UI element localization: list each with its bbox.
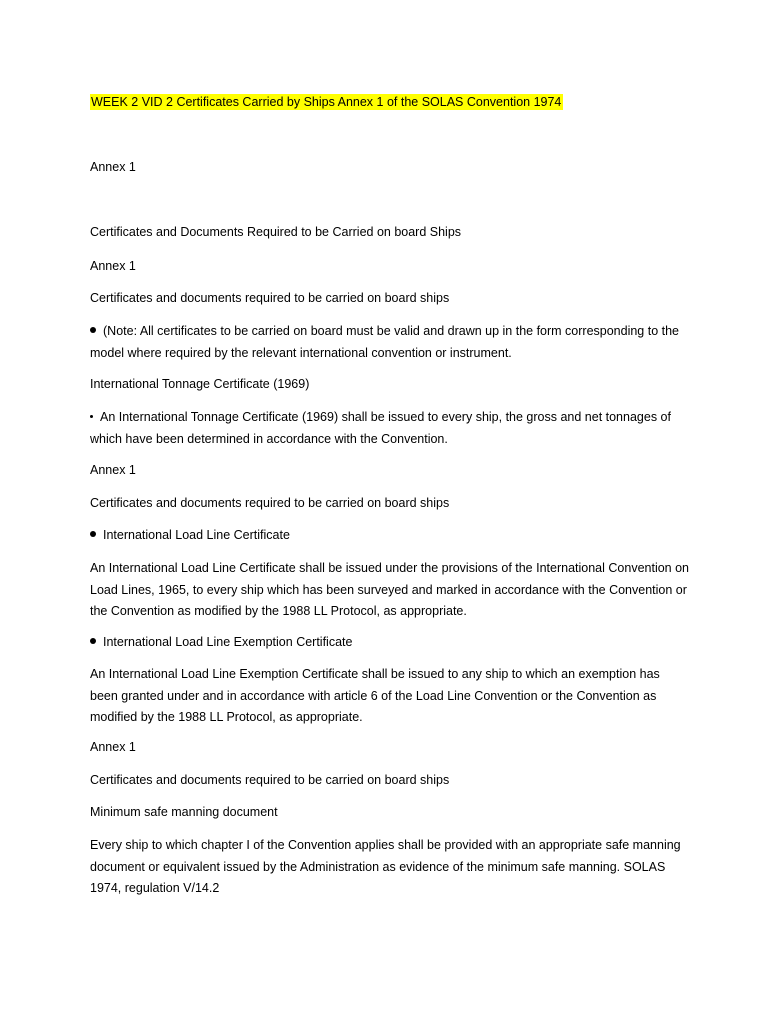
- annex-label: Annex 1: [90, 259, 136, 273]
- illc-paragraph: An International Load Line Certificate shall be issued under the provisions of the International Convention on Load Lines, 1965, to every ship which has been surveyed and marked in accordance with the Convention or the Convention as modified by the 1988 LL Protocol, as appropriate.: [90, 561, 689, 618]
- itc-heading: International Tonnage Certificate (1969): [90, 377, 310, 391]
- bullet-icon: [90, 415, 93, 418]
- main-heading: Certificates and Documents Required to be Carried on board Ships: [90, 225, 462, 239]
- illc-heading: [90, 525, 690, 547]
- itc-text: An International Tonnage Certificate (1969) shall be issued to every ship, the gross and net tonnages of which have been determined in accordance with the Convention.: [90, 410, 671, 446]
- section-subheading: Certificates and documents required to be carried on board ships: [90, 773, 450, 787]
- title-highlight: WEEK 2 VID 2 Certificates Carried by Ships Annex 1 of the SOLAS Convention 1974: [91, 95, 562, 109]
- annex-label: Annex 1: [90, 463, 136, 477]
- bullet-icon: [90, 638, 96, 644]
- section-subheading: Certificates and documents required to be carried on board ships: [90, 291, 450, 305]
- illec-paragraph: An International Load Line Exemption Certificate shall be issued to any ship to which an exemption has been granted under and in accordance with article 6 of the Load Line Convention or the Convention as modified by the 1988 LL Protocol, as appropriate.: [90, 667, 660, 724]
- document-title: [90, 92, 690, 114]
- annex-label: Annex 1: [90, 740, 136, 754]
- note-paragraph: [90, 321, 690, 364]
- annex-label: Annex 1: [90, 160, 136, 174]
- note-text: (Note: All certificates to be carried on board must be valid and drawn up in the form corresponding to the model where required by the relevant international convention or instrument.: [90, 324, 680, 360]
- illc-heading-text: International Load Line Certificate: [103, 528, 290, 542]
- bullet-icon: [90, 327, 96, 333]
- itc-paragraph: [90, 407, 690, 450]
- section-subheading: Certificates and documents required to be carried on board ships: [90, 496, 450, 510]
- illec-heading-text: International Load Line Exemption Certificate: [103, 635, 353, 649]
- msm-paragraph: Every ship to which chapter I of the Convention applies shall be provided with an appropriate safe manning document or equivalent issued by the Administration as evidence of the minimum safe manning. SOLAS 1974, regulation V/14.2: [90, 838, 681, 895]
- msm-heading: Minimum safe manning document: [90, 805, 278, 819]
- illec-heading: [90, 632, 690, 654]
- bullet-icon: [90, 531, 96, 537]
